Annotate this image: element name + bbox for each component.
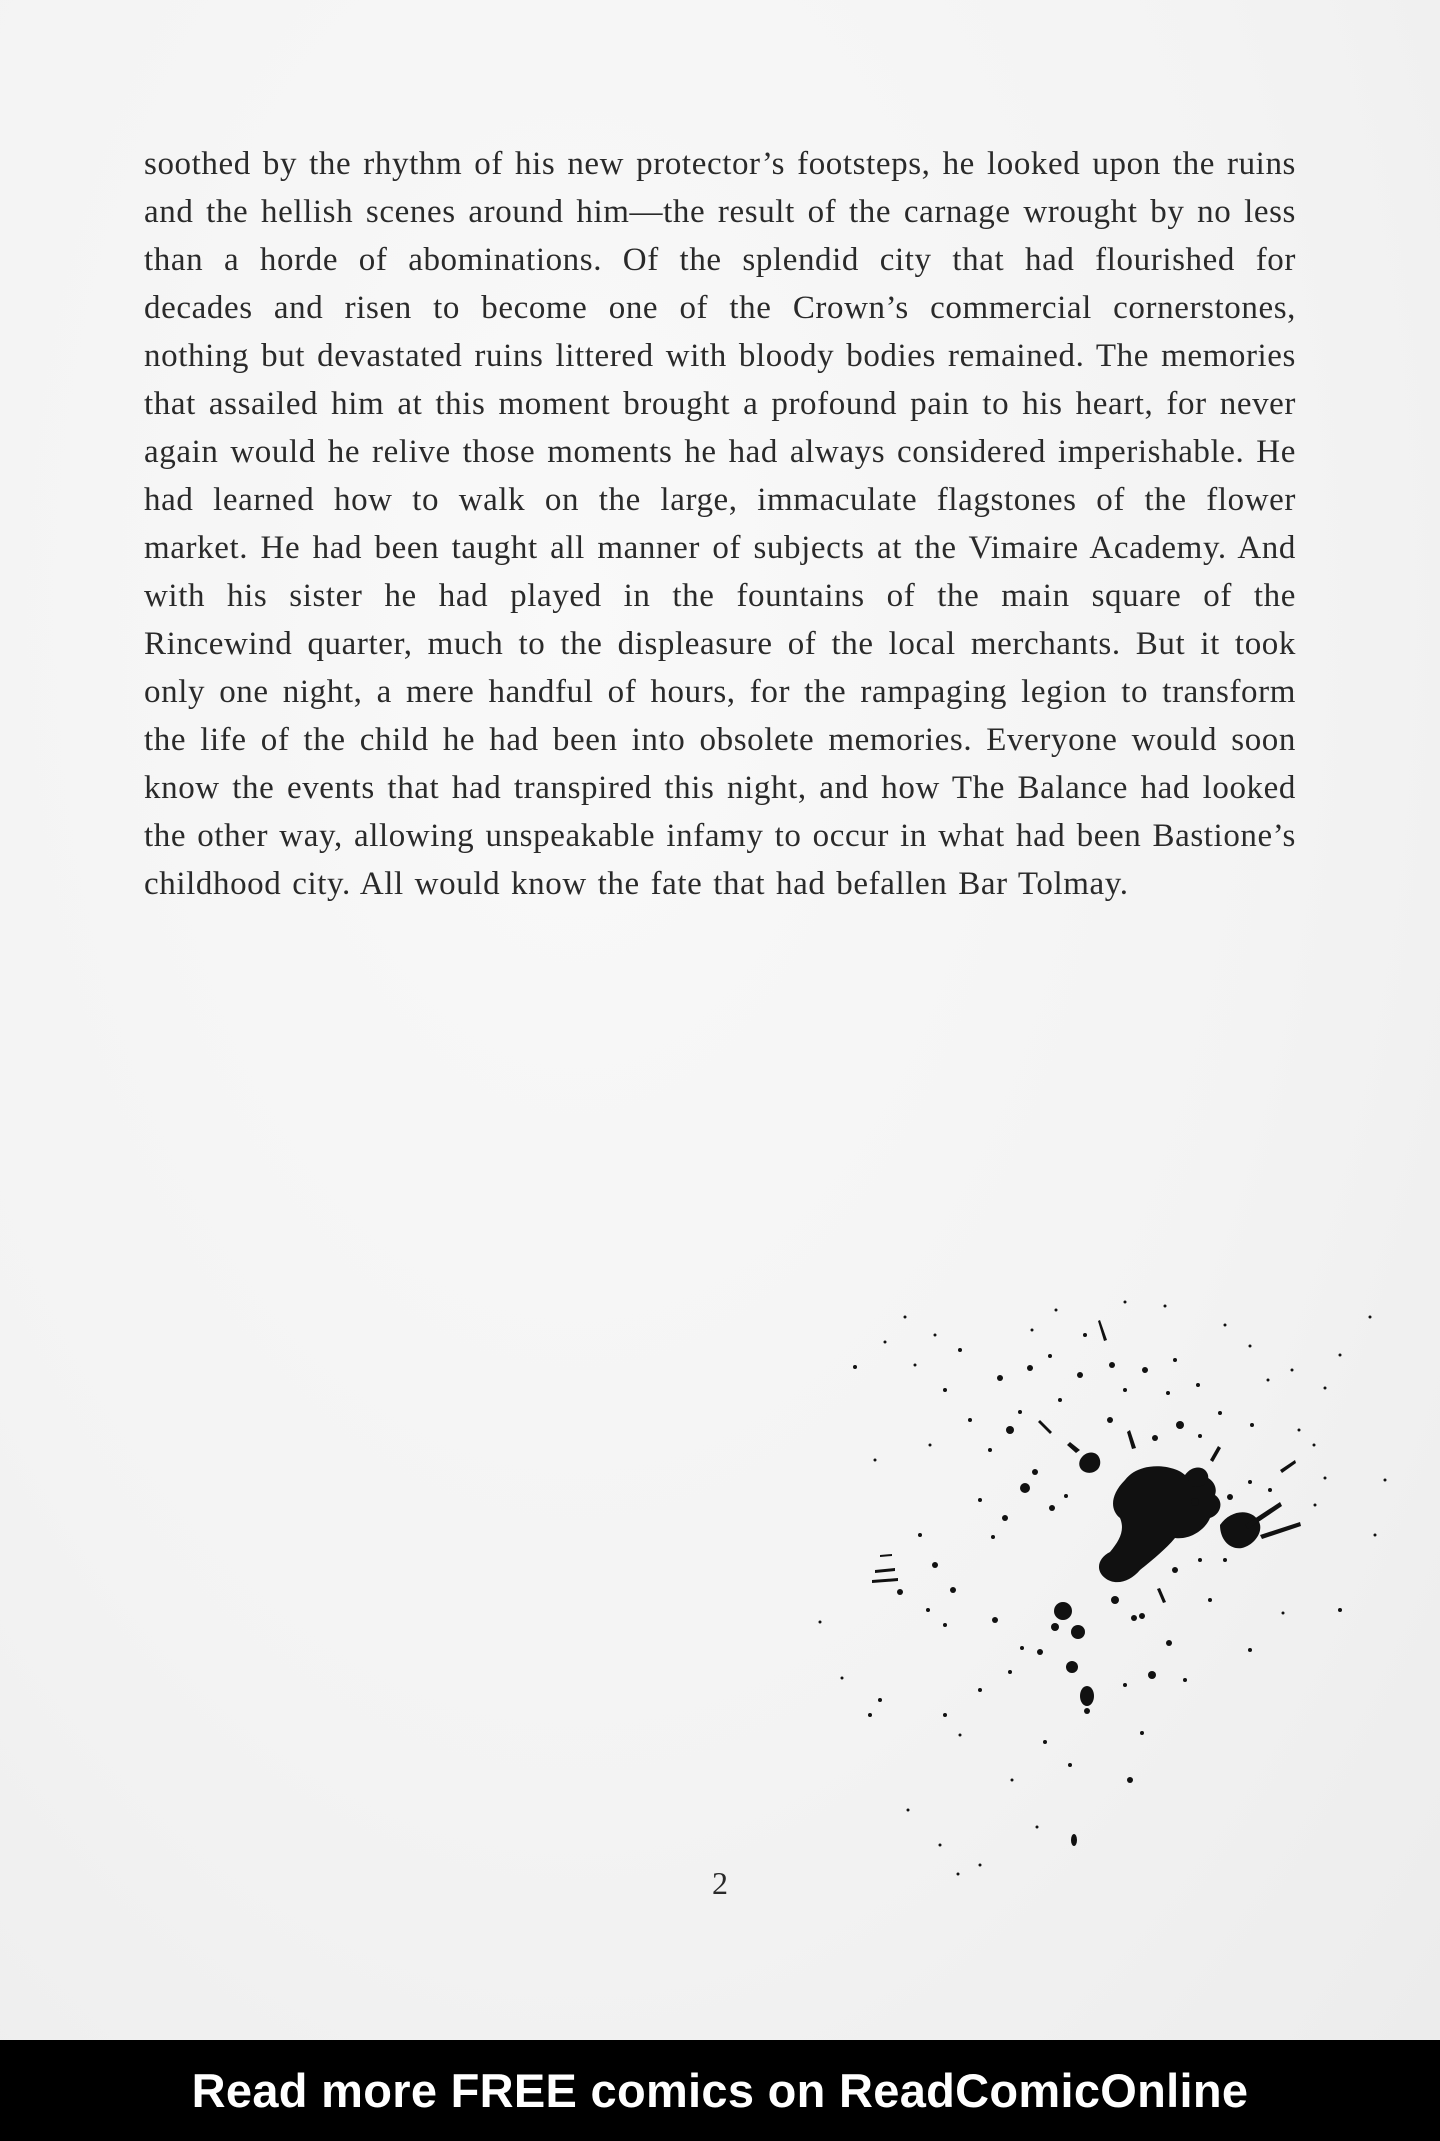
page-number: 2	[712, 1865, 728, 1901]
promo-banner-text[interactable]: Read more FREE comics on ReadComicOnline	[191, 2064, 1249, 2117]
body-paragraph: soothed by the rhythm of his new protector’s footsteps, he looked upon the ruins and the hellish scenes around him—the result of the carnage wrought by no less than a horde of abominations. Of the splendid city that had flourished for decades and risen to become one of the Crown’s commercial cornerstones, nothing but devastated ruins littered with bloody bodies remained. The memories that assailed him at this moment brought a profound pain to his heart, for never again would he relive those moments he had always considered imperishable. He had learned how to walk on the large, immaculate flagstones of the flower market. He had been taught all manner of subjects at the Vimaire Academy. And with his sister he had played in the fountains of the main square of the Rincewind quarter, much to the displeasure of the local merchants. But it took only one night, a mere handful of hours, for the rampaging legion to transform the life of the child he had been into obsolete memories. Everyone would soon know the events that had transpired this night, and how The Balance had looked the other way, allowing unspeakable infamy to occur in what had been Bastione’s childhood city. All would know the fate that had befallen Bar Tolmay.	[144, 146, 1296, 902]
promo-banner[interactable]	[0, 2040, 1440, 2141]
ink-splatter	[780, 1130, 1400, 1930]
